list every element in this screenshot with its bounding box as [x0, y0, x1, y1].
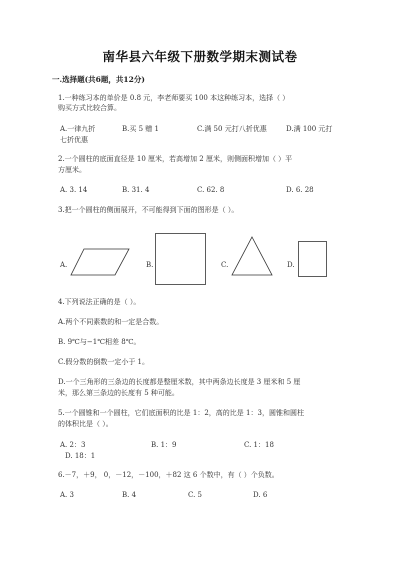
question-3-line-1: 3.把一个圆柱的侧面展开，不可能得到下面的图形是（ ）。 [58, 206, 239, 214]
question-5-option-b: B. 1：9 [151, 441, 177, 449]
question-5-option-a: A. 2：3 [60, 441, 86, 449]
question-4-option-b: B. 9℃与−1℃相差 8℃。 [58, 338, 141, 346]
triangle-figure [231, 236, 273, 276]
question-3-option-a: A. [60, 261, 68, 269]
question-5-option-d: D. 18：1 [65, 452, 96, 460]
question-5-line-1: 5.一个圆锥和一个圆柱，它们底面积的比是 1：2，高的比是 1：3，圆锥和圆柱 [58, 409, 304, 417]
rectangle-figure [298, 241, 328, 278]
question-4-option-a: A.两个不同素数的和一定是合数。 [58, 318, 164, 326]
question-2-option-a: A. 3. 14 [60, 186, 88, 194]
question-2-option-c: C. 62. 8 [197, 186, 225, 194]
parallelogram-figure [70, 248, 130, 276]
question-1-option-d-wrap: 七折优惠 [60, 136, 88, 144]
square-figure [155, 233, 207, 286]
question-1-option-a: A.一律九折 [60, 125, 96, 133]
question-5-line-2: 的体积比是（ ）。 [58, 420, 113, 428]
question-1-option-b: B.买 5 赠 1 [122, 125, 159, 133]
question-1-line-2: 购买方式比较合算。 [58, 104, 121, 112]
question-6-option-a: A. 3 [60, 491, 74, 499]
question-1-option-d: D.满 100 元打 [286, 125, 333, 133]
question-4-line-1: 4.下列说法正确的是（ ）。 [58, 298, 141, 306]
question-4-option-c: C.假分数的倒数一定小于 1。 [58, 358, 150, 366]
question-4-option-d-line-2: 米，那么第三条边的长度有 5 种可能。 [58, 389, 179, 397]
question-6-line-1: 6.－7，＋9， 0，－12，－100，＋82 这 6 个数中，有（ ）个负数。 [58, 471, 279, 479]
section-heading: 一.选择题(共6题，共12分) [52, 75, 145, 84]
question-3-option-b: B. [146, 261, 154, 269]
question-6-option-d: D. 6 [253, 491, 268, 499]
question-6-option-c: C. 5 [188, 491, 203, 499]
question-3-option-d: D. [287, 261, 295, 269]
question-4-option-d-line-1: D.一个三角形的三条边的长度都是整厘米数，其中两条边长度是 3 厘米和 5 厘 [58, 378, 301, 386]
page-title: 南华县六年级下册数学期末测试卷 [102, 49, 298, 64]
question-1-line-1: 1.一种练习本的单价是 0.8 元，李老师要买 100 本这种练习本，选择（ ） [58, 94, 290, 102]
question-5-option-c: C. 1：18 [244, 441, 274, 449]
question-2-line-2: 方厘米。 [58, 166, 86, 174]
question-1-option-c: C.满 50 元打八折优惠 [197, 125, 267, 133]
question-6-option-b: B. 4 [122, 491, 137, 499]
question-2-option-d: D. 6. 28 [286, 186, 314, 194]
question-2-line-1: 2.一个圆柱的底面直径是 10 厘米，若高增加 2 厘米，则侧面积增加（ ）平 [58, 155, 293, 163]
question-2-option-b: B. 31. 4 [122, 186, 150, 194]
question-3-option-c: C. [221, 261, 229, 269]
